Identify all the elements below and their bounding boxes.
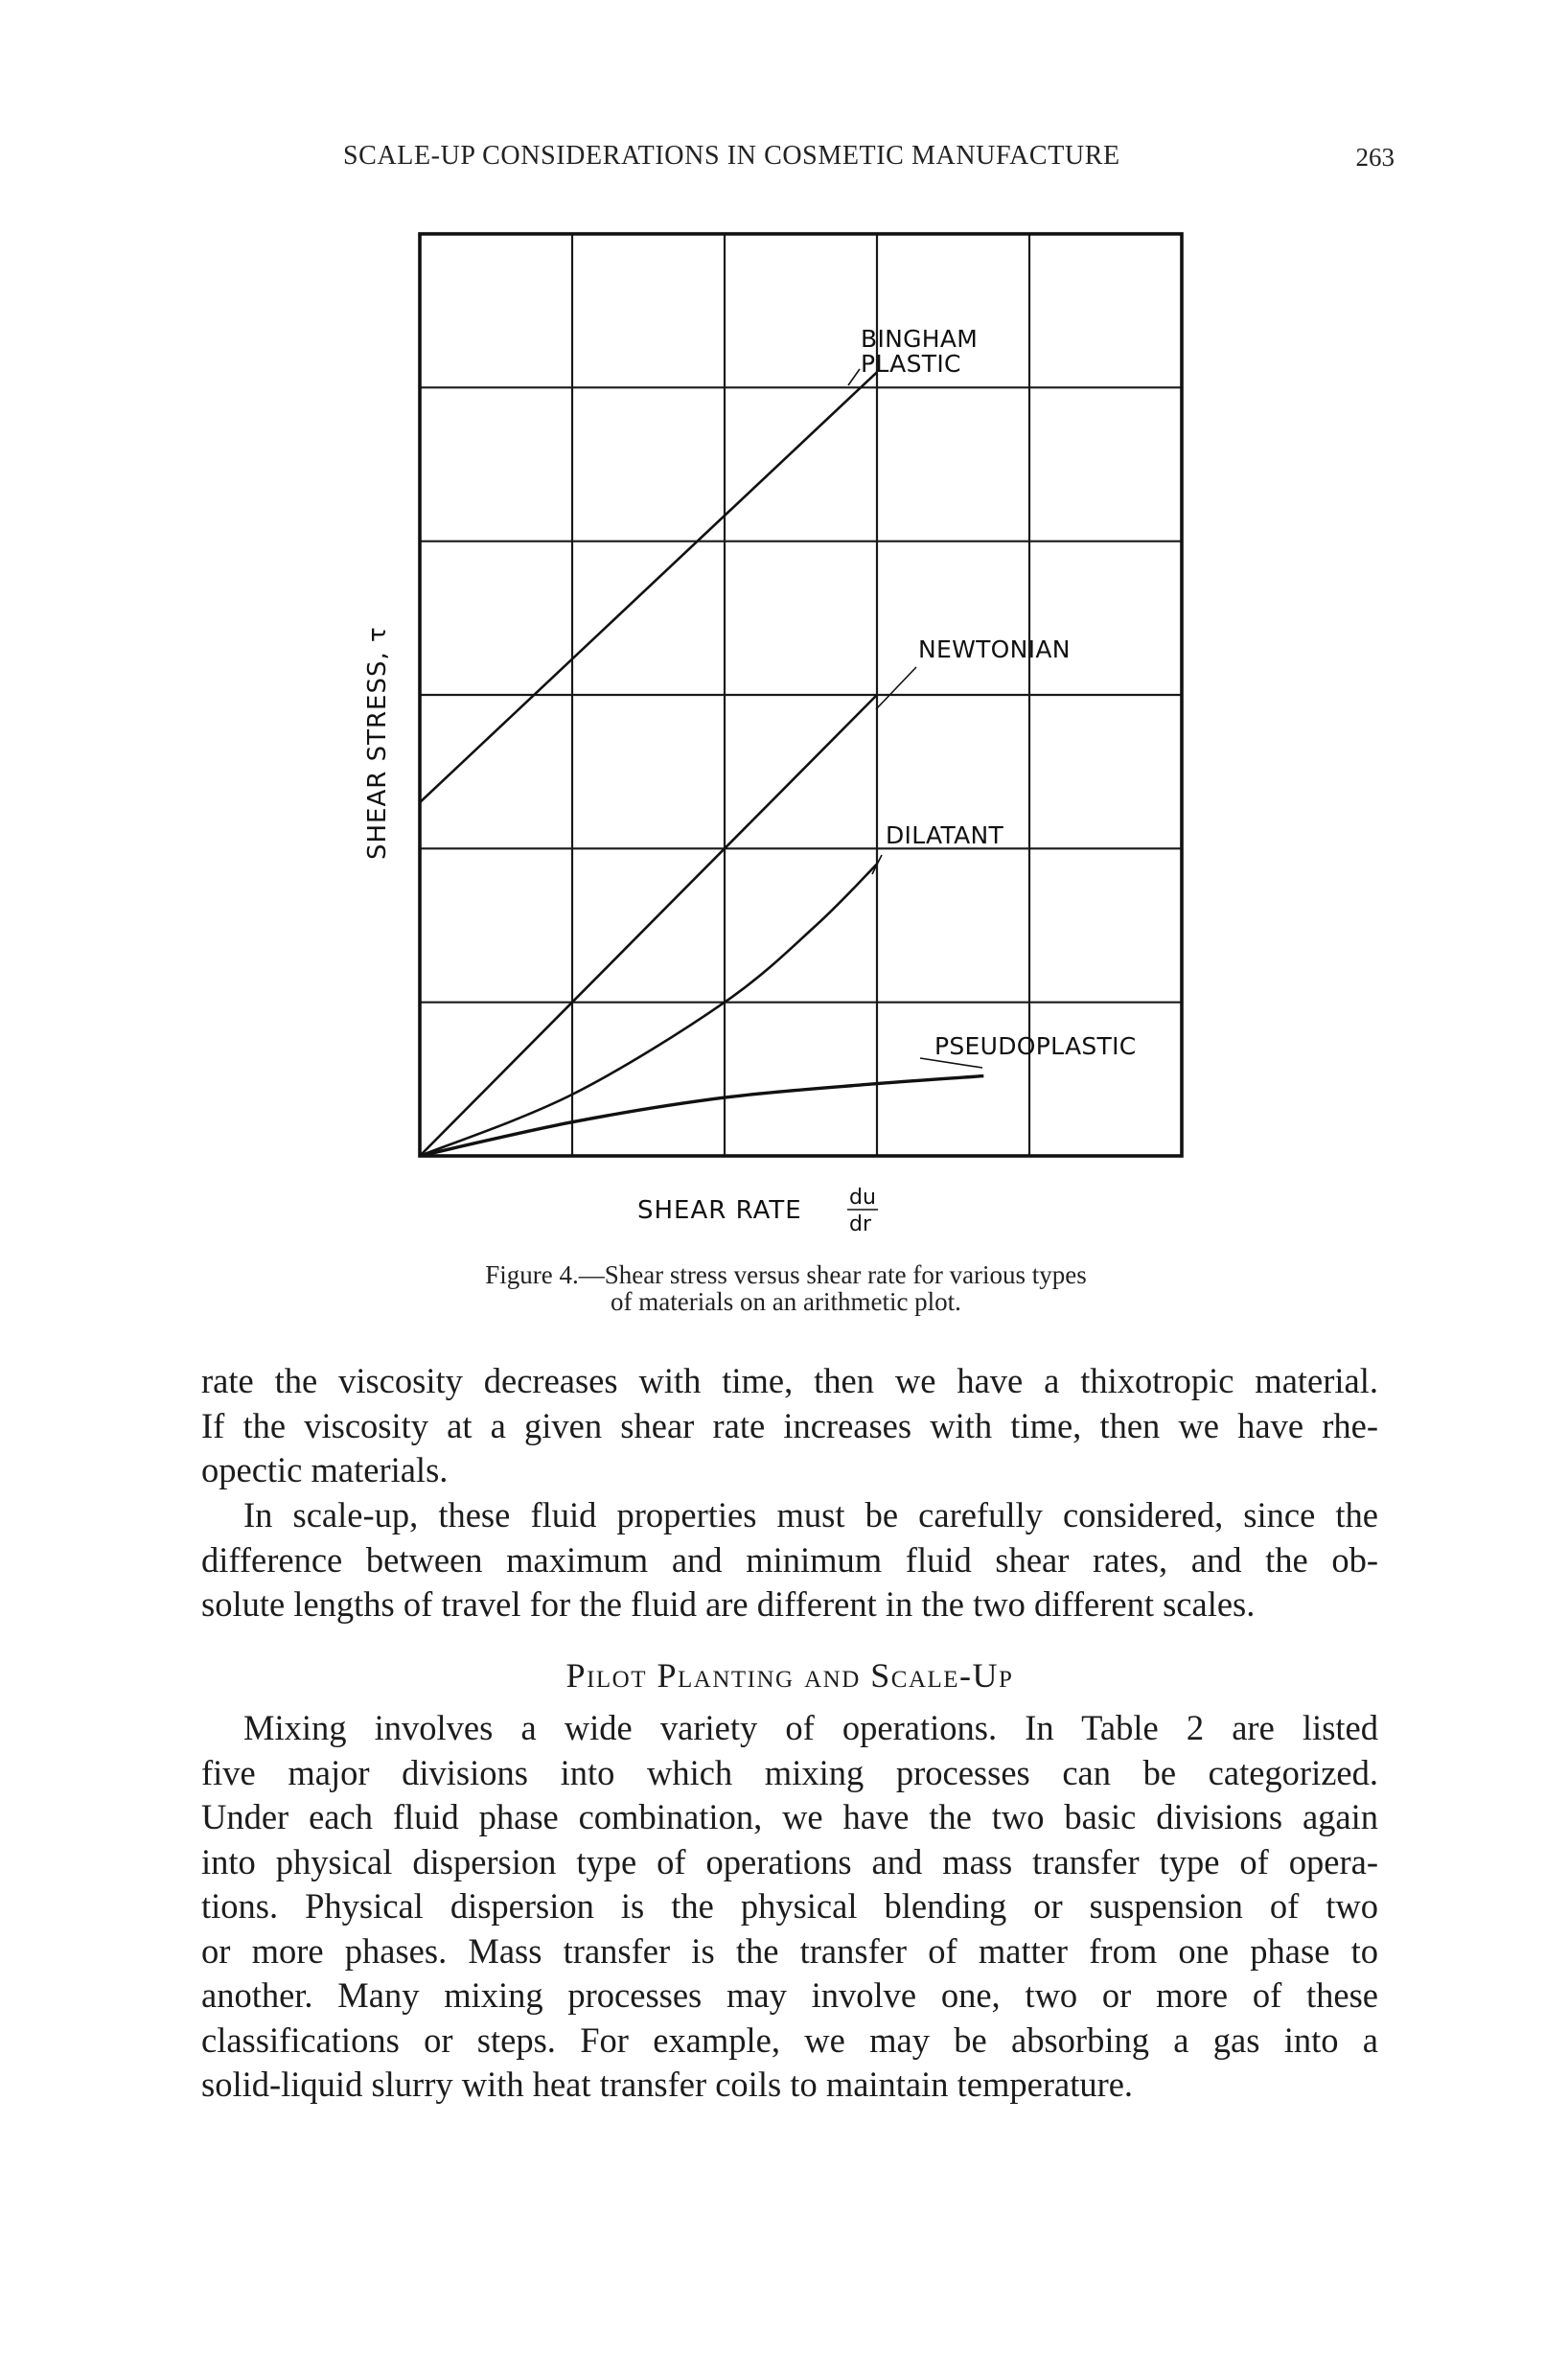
x-axis-fraction-numerator: du xyxy=(849,1186,876,1210)
x-axis-fraction-denominator: dr xyxy=(849,1212,872,1236)
paragraph-line: opectic materials. xyxy=(201,1450,449,1489)
series-dilatant xyxy=(420,864,877,1156)
chart-series xyxy=(420,372,983,1156)
paragraph-line: classifications or steps. For example, we may be absorbing a gas into a xyxy=(201,2019,1378,2060)
running-head: SCALE-UP CONSIDERATIONS IN COSMETIC MANUFACTURE xyxy=(343,141,1120,171)
caption-line-1: Figure 4.—Shear stress versus shear rate for various types xyxy=(485,1260,1087,1289)
paragraph-line: into physical dispersion type of operations and mass transfer type of opera- xyxy=(201,1841,1378,1881)
label-bingham-line2: PLASTIC xyxy=(861,350,961,378)
series-newtonian xyxy=(420,695,877,1156)
label-dilatant: DILATANT xyxy=(886,821,1004,849)
paragraph-line: or more phases. Mass transfer is the transfer of matter from one phase to xyxy=(201,1930,1378,1971)
label-pseudoplastic: PSEUDOPLASTIC xyxy=(934,1032,1137,1060)
paragraph-line: rate the viscosity decreases with time, then we have a thixotropic material. xyxy=(201,1361,1378,1400)
paragraph-line: five major divisions into which mixing processes can be categorized. xyxy=(201,1752,1378,1792)
paragraph-line: Under each fluid phase combination, we have the two basic divisions again xyxy=(201,1797,1378,1836)
paragraph-line: solid-liquid slurry with heat transfer coils to maintain temperature. xyxy=(201,2065,1134,2104)
paragraph-line: In scale-up, these fluid properties must be carefully considered, since the xyxy=(243,1495,1378,1535)
paragraph-2 xyxy=(201,1493,1378,1627)
paragraph-line: difference between maximum and minimum fluid shear rates, and the ob- xyxy=(201,1539,1378,1580)
paragraph-line: another. Many mixing processes may involve one, two or more of these xyxy=(201,1975,1378,2015)
bingham-leader xyxy=(848,369,860,385)
label-bingham-line1: BINGHAM xyxy=(861,325,979,353)
paragraph-1 xyxy=(201,1359,1378,1493)
y-axis-label: SHEAR STRESS, τ xyxy=(363,626,392,860)
section-heading: Pilot Planting and Scale-Up xyxy=(565,1656,1014,1695)
paragraph-line: tions. Physical dispersion is the physical blending or suspension of two xyxy=(201,1886,1378,1926)
page-number: 263 xyxy=(1355,143,1395,172)
series-pseudoplastic xyxy=(420,1076,983,1156)
paragraph-3 xyxy=(201,1706,1378,2108)
figure-caption xyxy=(379,1261,1193,1315)
x-axis-label: SHEAR RATE xyxy=(637,1196,802,1225)
paragraph-line: solute lengths of travel for the fluid are different in the two different scales. xyxy=(201,1584,1256,1624)
paragraph-line: If the viscosity at a given shear rate increases with time, then we have rhe- xyxy=(201,1405,1378,1445)
series-bingham-plastic xyxy=(420,372,877,802)
paragraph-line: Mixing involves a wide variety of operations. In Table 2 are listed xyxy=(243,1708,1378,1747)
newtonian-leader xyxy=(876,667,916,709)
caption-line-2: of materials on an arithmetic plot. xyxy=(611,1287,961,1316)
label-newtonian: NEWTONIAN xyxy=(918,635,1071,663)
